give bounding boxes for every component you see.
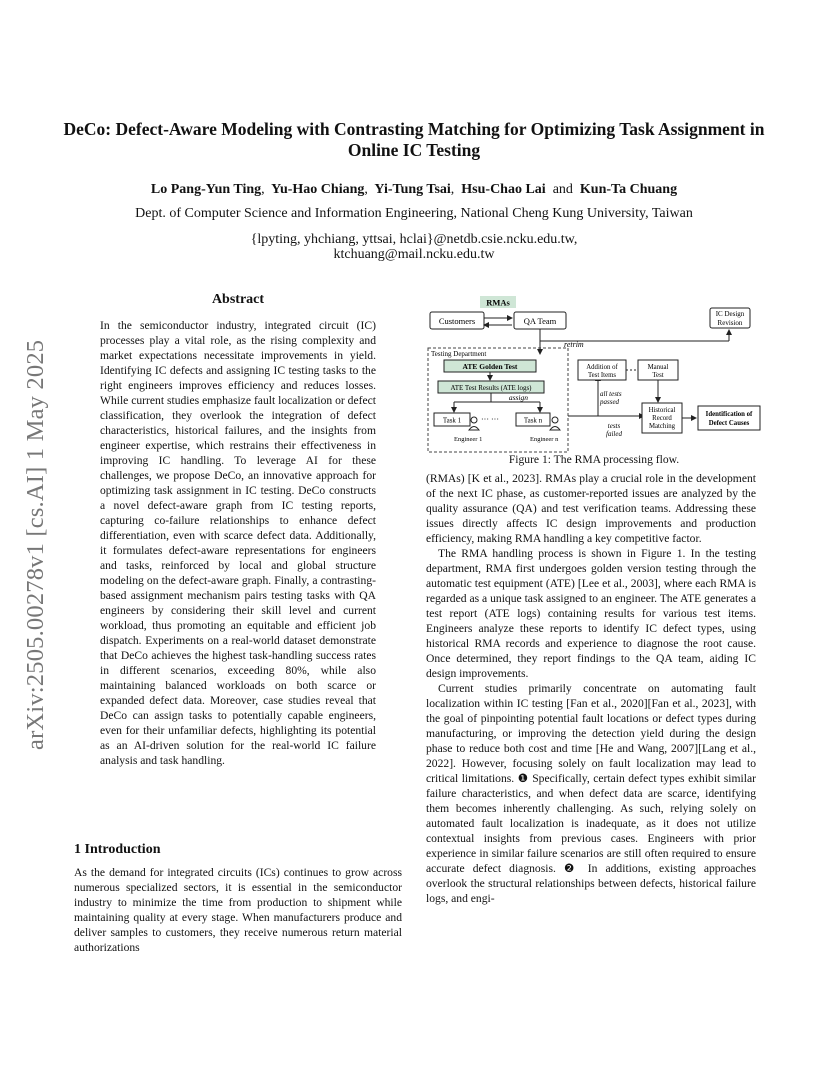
author-name: Lo Pang-Yun Ting — [150, 182, 262, 197]
addition-label: Test Items — [587, 372, 617, 379]
engineer-icon — [471, 417, 477, 423]
engineer-1-label: Engineer 1 — [454, 436, 483, 443]
engineer-icon — [469, 427, 479, 431]
testing-department-label: Testing Department — [431, 350, 487, 358]
ic-design-label: Revision — [717, 319, 743, 327]
affiliation: Dept. of Computer Science and Information Engineering, National Cheng Kung University, Taiwan — [135, 206, 693, 221]
ate-test-results-label: ATE Test Results (ATE logs) — [450, 384, 532, 392]
paragraph: Current studies primarily concentrate on automating fault localization within IC testing [Fan et al., 2020][Fan et al., 2023], with the goal of pinpointing potential fault locations or defect types during manufacturing, or improving the detection yield during the design phase to reduce both cost and time [He and Wang, 2007][Lang et al., 2022]. However, focusing solely on fault localization may lead to critical limitations. ❶ Specifically, certain defect types exhibit similar failure characteristics, and when defect data are scarce, identifying them becomes inherently challenging. As such, relying solely on automated fault localization is inadequate, as it does not utilize contextual insights from previous cases. Engineers with prior experience in similar failure scenarios are still often required to ensure accurate defect diagnosis. ❷ In additions, existing approaches overlook the structural relationships between defects, historical failure logs, and engi- — [426, 682, 756, 905]
section-heading-introduction: 1 Introduction — [74, 842, 161, 857]
task-dots: ··· ··· — [481, 415, 499, 424]
engineer-n-label: Engineer n — [530, 436, 559, 443]
engineer-icon — [552, 417, 558, 423]
author-name: Yu-Hao Chiang — [271, 182, 365, 197]
ic-design-label: IC Design — [715, 310, 745, 318]
right-column-body — [426, 471, 756, 906]
engineer-icon — [550, 427, 560, 431]
tests-failed-label: failed — [606, 430, 622, 438]
task-n-label: Task n — [523, 416, 543, 425]
introduction-body — [74, 865, 402, 955]
customers-label: Customers — [438, 316, 476, 326]
manual-test-label: Manual — [647, 364, 669, 371]
qa-team-label: QA Team — [523, 316, 557, 326]
abstract-text: In the semiconductor industry, integrated circuit (IC) processes play a vital role, as the rising complexity and market expectations necessitate improvements in yield. Identifying IC defects and assigning IC testing tasks to the right engineers improves efficiency and reduces losses. While current studies emphasize fault localization or defect classification, they overlook the integration of defect characteristics, historical failures, and the insights from engineer expertise, which restrains their effectiveness in improving IC handling. To leverage AI for these challenges, we propose DeCo, an innovative approach for optimizing task assignment in IC testing. DeCo constructs a novel defect-aware graph from IC testing reports, capturing co-failure relationships to enhance defect differentiation, even with scarce defect data. Additionally, it formulates defect-aware representations for engineers and tasks, reinforced by local and global structure modeling on the defect-aware graph. Finally, a contrasting-based assignment mechanism pairs testing tasks with QA engineers by considering their skill level and current workload, thus promoting an equitable and efficient job dispatch. Experiments on a real-world dataset demonstrate that DeCo achieves the highest task-handling success rates in different scenarios, exceeding 80%, while also maintaining balanced workloads on both scarce or expanded defect data. Moreover, case studies reveal that DeCo can assign tasks to potentially capable engineers, even for their unfamiliar defects, highlighting its potential as an AI-driven solution for the real-world IC failure analysis and task handling. — [100, 319, 376, 767]
retrim-label: retrim — [564, 340, 584, 349]
historical-label: Record — [652, 415, 672, 422]
task-1-label: Task 1 — [442, 416, 462, 425]
paragraph: (RMAs) [K et al., 2023]. RMAs play a crucial role in the development of the next IC phase, as customer-reported issues are analyzed by the quality assurance (QA) and test verification teams. Addressing these issues directly affects IC design improvements and production efficiency, making RMA handling a key competitive factor. — [426, 472, 756, 545]
author-name: Hsu-Chao Lai — [461, 182, 546, 197]
historical-label: Matching — [648, 423, 676, 430]
abstract-body — [100, 318, 376, 768]
author-list: Lo Pang-Yun Ting, Yu-Hao Chiang, Yi-Tung Tsai, Hsu-Chao Lai and Kun-Ta Chuang — [150, 182, 678, 197]
emails-line: {lpyting, yhchiang, yttsai, hclai}@netdb.csie.ncku.edu.tw, — [250, 232, 578, 247]
assign-label: assign — [508, 393, 528, 402]
introduction-text: As the demand for integrated circuits (ICs) continues to grow across numerous specialized sectors, it is essential in the semiconductor industry to minimize the time from production to shipment while maintaining quality at every stage. When manufacturers produce and deliver samples to customers, they receive numerous return material authorizations — [74, 866, 402, 954]
identification-label: Defect Causes — [708, 420, 750, 427]
abstract-heading: Abstract — [211, 292, 265, 307]
ate-golden-test-label: ATE Golden Test — [462, 362, 518, 371]
addition-label: Addition of — [586, 364, 618, 371]
paragraph: The RMA handling process is shown in Figure 1. In the testing department, RMA first undergoes golden version testing through the automatic test equipment (ATE) [Lee et al., 2003], where each RMA is regarded as a unique task assigned to an engineer. The ATE generates a test report (ATE logs) containing results for various test items. Engineers analyze these reports to identify IC defect types, using historical RMA records and experience to diagnose the root cause. Once determined, they report findings to the QA team, aiding IC design improvements. — [426, 547, 756, 680]
emails — [60, 232, 768, 262]
author-name: Yi-Tung Tsai — [374, 182, 451, 197]
arxiv-stamp: arXiv:2505.00278v1 [cs.AI] 1 May 2025 — [22, 339, 49, 750]
paper-title: DeCo: Defect-Aware Modeling with Contrasting Matching for Optimizing Task Assignment in Online IC Testing — [63, 119, 765, 160]
emails-line: ktchuang@mail.ncku.edu.tw — [333, 247, 495, 262]
manual-test-label: Test — [652, 372, 664, 379]
figure-caption: Figure 1: The RMA processing flow. — [508, 453, 680, 466]
identification-label: Identification of — [705, 411, 753, 418]
all-tests-passed-label: all tests — [600, 390, 622, 398]
tests-failed-label: tests — [607, 422, 621, 430]
rmas-label: RMAs — [486, 297, 510, 308]
all-tests-passed-label: passed — [600, 398, 620, 406]
author-name: Kun-Ta Chuang — [579, 182, 678, 197]
figure-rma-flow — [424, 294, 764, 454]
author-and: and — [552, 182, 573, 197]
historical-label: Historical — [648, 407, 676, 414]
